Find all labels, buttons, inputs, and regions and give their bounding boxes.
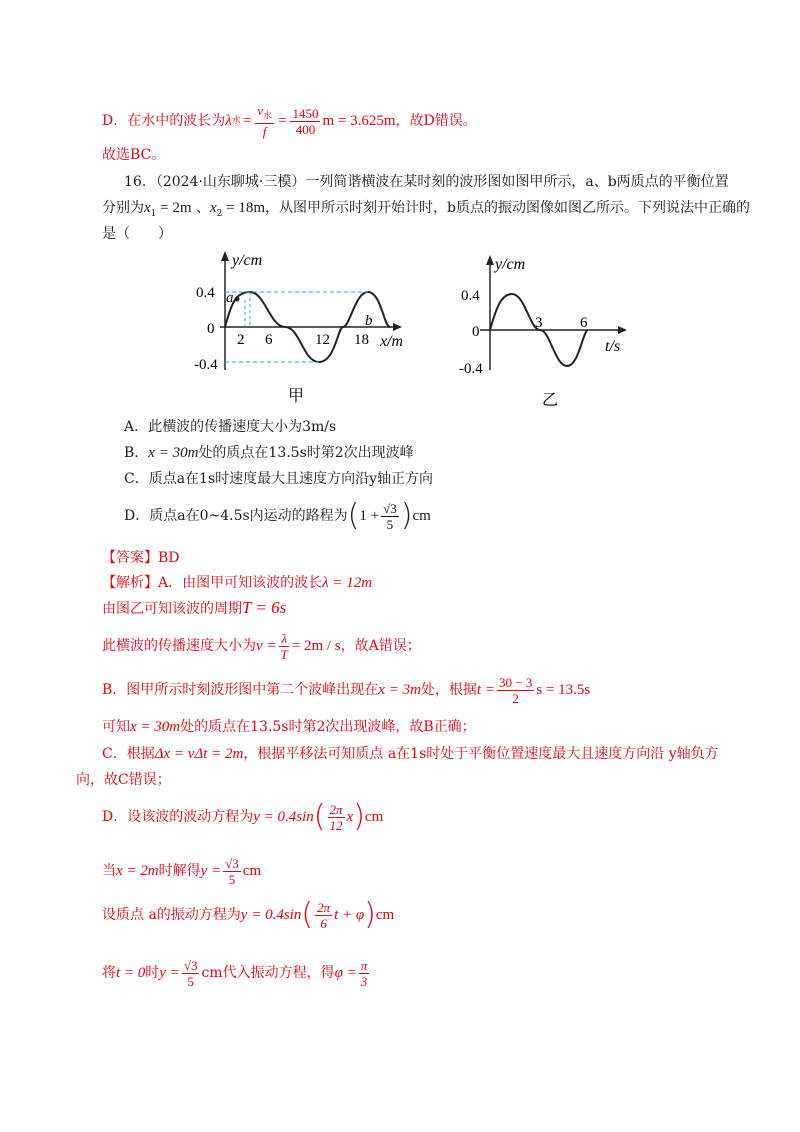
lambda-water-sub: 水 bbox=[231, 116, 241, 126]
jia-xlabel: x/m bbox=[380, 333, 404, 350]
figure-yi bbox=[455, 245, 635, 410]
svg-text:12: 12 bbox=[315, 332, 330, 348]
svg-text:a: a bbox=[226, 290, 234, 306]
prev-d-pre: D．在水中的波长为 bbox=[102, 113, 226, 129]
prev-eq2: = bbox=[278, 113, 287, 129]
svg-text:0.4: 0.4 bbox=[196, 285, 215, 301]
svg-text:b: b bbox=[365, 313, 373, 329]
analysis-g: 将 t = 0 时 y = $\frac{√3}{5}$ cm代入振动方程，得 φ = $\frac{\pi}{3}$ bbox=[102, 957, 368, 989]
jia-ylabel: y/cm bbox=[232, 252, 263, 269]
q16-line2: 分别为$x_1 = 2m$ 、$x_2 = 18m$，从图甲所示时刻开始计时，b质点的振动图像如图乙所示。下列说法中正确的 bbox=[102, 200, 751, 219]
analysis-period: 由图乙可知该波的周期T = 6s bbox=[102, 598, 287, 617]
yi-ylabel: y/cm bbox=[495, 256, 526, 273]
prev-result: m = 3.625m bbox=[322, 113, 396, 129]
svg-text:2: 2 bbox=[237, 332, 245, 348]
analysis-a: 【解析】A．由图甲可知该波的波长λ = 12m bbox=[102, 575, 373, 591]
svg-text:0: 0 bbox=[207, 321, 215, 337]
prev-eq: = bbox=[242, 113, 252, 129]
analysis-d: D．设该波的波动方程为 y = 0.4sin ( $\frac{2\pi}{12}$ x ) cm bbox=[102, 799, 384, 834]
yi-xlabel: t/s bbox=[605, 338, 621, 355]
yi-caption: 乙 bbox=[542, 392, 559, 409]
jia-caption: 甲 bbox=[288, 388, 305, 405]
q16-line1: 16．（2024·山东聊城·三模）一列简谐横波在某时刻的波形图如图甲所示，a、b两质点的平衡位置 bbox=[124, 174, 729, 190]
jia-point-a bbox=[235, 297, 240, 302]
prev-choose: 故选BC。 bbox=[102, 147, 166, 163]
analysis-b: B．图甲所示时刻波形图中第二个波峰出现在 x = 3m 处，根据 t = $\frac{30 - 3}{2}$ s = 13.5s bbox=[102, 674, 591, 706]
svg-text:-0.4: -0.4 bbox=[459, 361, 483, 377]
analysis-c: C．根据Δx = vΔt = 2m，根据平移法可知质点 a在1s时处于平衡位置速度最大且速度方向沿 y轴负方 bbox=[102, 746, 719, 762]
analysis-c2: 向，故C错误； bbox=[76, 772, 171, 788]
option-d: D．质点a在0~4.5s内运动的路程为 ( 1 + $\frac{√3}{5}$ ) cm bbox=[124, 498, 431, 533]
svg-text:6: 6 bbox=[265, 332, 273, 348]
svg-text:0: 0 bbox=[472, 324, 480, 340]
svg-text:0.4: 0.4 bbox=[461, 288, 480, 304]
prev-d-line bbox=[102, 104, 477, 138]
analysis-f: 设质点 a的振动方程为 y = 0.4sin ( $\frac{2\pi}{6}$ t + φ ) cm bbox=[102, 897, 395, 932]
analysis-e: 当 x = 2m 时解得 y = $\frac{√3}{5}$ cm bbox=[102, 855, 262, 887]
figure-jia bbox=[190, 245, 420, 405]
frac-1450-400: $\frac{1450}{400}$ bbox=[292, 105, 319, 137]
svg-text:6: 6 bbox=[580, 315, 588, 331]
answer: 【答案】BD bbox=[102, 550, 180, 566]
analysis-b2: 可知x = 30m处的质点在13.5s时第2次出现波峰，故B正确； bbox=[102, 719, 476, 735]
option-b: B．x = 30m处的质点在13.5s时第2次出现波峰 bbox=[124, 445, 414, 461]
option-c: C．质点a在1s时速度最大且速度方向沿y轴正方向 bbox=[124, 471, 434, 487]
analysis-speed: 此横波的传播速度大小为 v = $\frac{\lambda}{T}$ = 2m / s ，故A错误； bbox=[102, 630, 421, 662]
frac-v-f: $\frac{v_水}{f}$ bbox=[257, 102, 273, 140]
prev-d-post: ，故D错误。 bbox=[395, 113, 477, 129]
svg-text:3: 3 bbox=[535, 315, 543, 331]
option-a: A．此横波的传播速度大小为3m/s bbox=[124, 419, 337, 435]
q16-line3: 是（ ） bbox=[102, 226, 172, 242]
lambda-water: λ bbox=[225, 113, 232, 129]
svg-text:18: 18 bbox=[354, 332, 369, 348]
svg-text:-0.4: -0.4 bbox=[194, 357, 218, 373]
